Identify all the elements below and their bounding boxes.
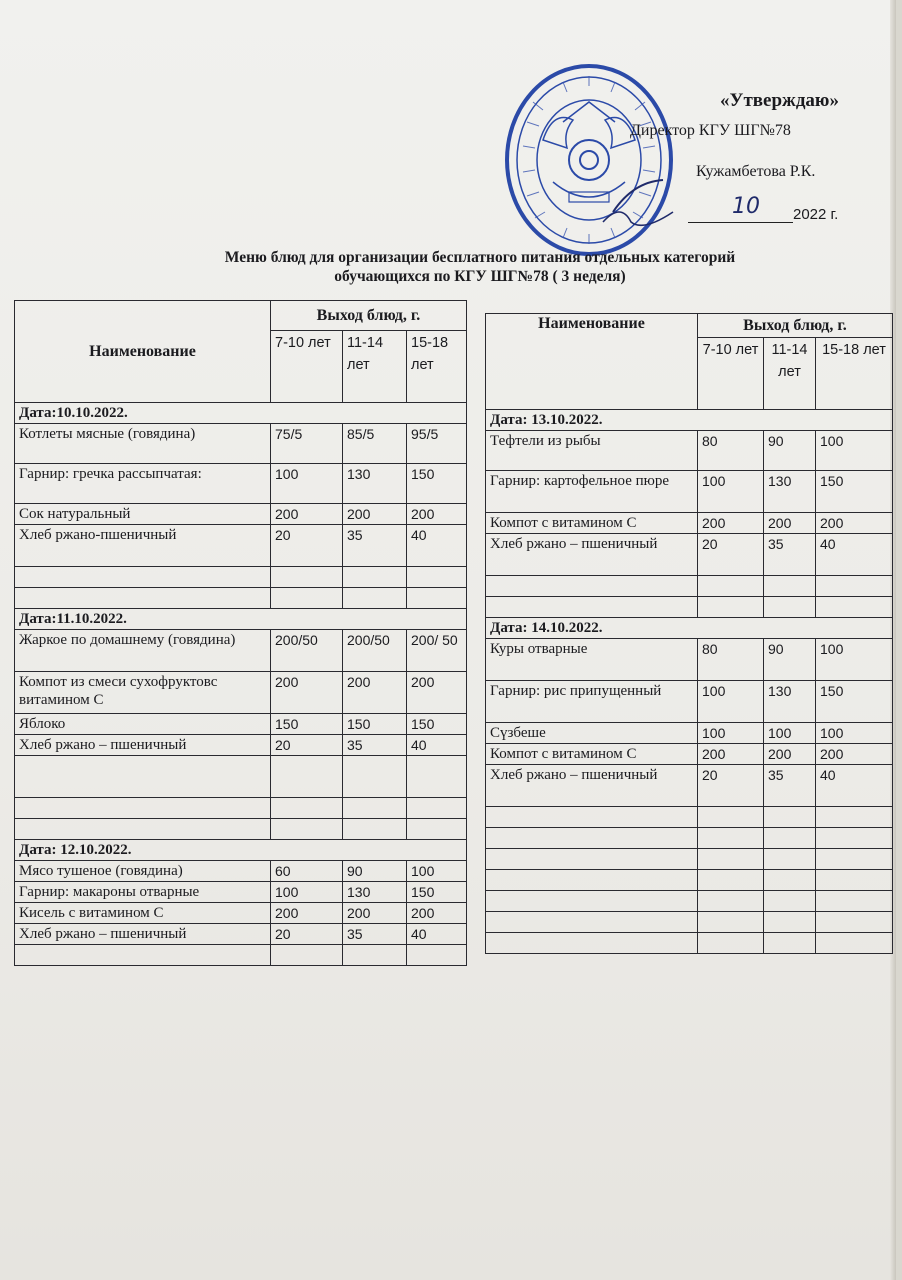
date-row: Дата:10.10.2022. bbox=[15, 403, 467, 424]
portion-15-18: 40 bbox=[816, 534, 893, 576]
header-age-15-18: 15-18 лет bbox=[407, 331, 467, 403]
empty-row bbox=[486, 870, 893, 891]
title-line-2: обучающихся по КГУ ШГ№78 ( 3 неделя) bbox=[334, 268, 626, 285]
portion-15-18: 40 bbox=[407, 525, 467, 567]
portion-15-18: 200 bbox=[407, 903, 467, 924]
header-name: Наименование bbox=[15, 301, 271, 403]
empty-row bbox=[486, 891, 893, 912]
date-row: Дата:11.10.2022. bbox=[15, 609, 467, 630]
header-name: Наименование bbox=[486, 314, 698, 410]
portion-11-14: 130 bbox=[764, 681, 816, 723]
table-row bbox=[15, 903, 467, 924]
portion-15-18: 100 bbox=[816, 723, 893, 744]
portion-11-14: 35 bbox=[764, 765, 816, 807]
dish-name: Тефтели из рыбы bbox=[486, 431, 698, 471]
table-row bbox=[15, 630, 467, 672]
portion-7-10: 200 bbox=[271, 903, 343, 924]
approval-director: Директор КГУ ШГ№78 bbox=[630, 122, 791, 139]
table-row bbox=[486, 513, 893, 534]
portion-15-18: 100 bbox=[407, 861, 467, 882]
header-age-11-14: 11-14 лет bbox=[764, 338, 816, 410]
empty-row bbox=[15, 756, 467, 798]
dish-name: Гарнир: макароны отварные bbox=[15, 882, 271, 903]
header-output: Выход блюд, г. bbox=[698, 314, 893, 338]
portion-11-14: 200 bbox=[343, 504, 407, 525]
empty-row bbox=[486, 933, 893, 954]
table-row bbox=[15, 882, 467, 903]
portion-7-10: 100 bbox=[698, 471, 764, 513]
title-line-1: Меню блюд для организации бесплатного питания отдельных категорий bbox=[224, 249, 736, 266]
dish-name: Компот с витамином С bbox=[486, 513, 698, 534]
portion-11-14: 35 bbox=[343, 924, 407, 945]
portion-7-10: 100 bbox=[698, 723, 764, 744]
table-row bbox=[486, 471, 893, 513]
empty-row bbox=[15, 588, 467, 609]
portion-11-14: 85/5 bbox=[343, 424, 407, 464]
table-row bbox=[15, 861, 467, 882]
portion-7-10: 80 bbox=[698, 639, 764, 681]
empty-row bbox=[15, 819, 467, 840]
portion-15-18: 200 bbox=[816, 513, 893, 534]
dish-name: Гарнир: картофельное пюре bbox=[486, 471, 698, 513]
dish-name: Хлеб ржано – пшеничный bbox=[486, 534, 698, 576]
portion-15-18: 200 bbox=[816, 744, 893, 765]
table-row bbox=[15, 525, 467, 567]
dish-name: Яблоко bbox=[15, 714, 271, 735]
portion-7-10: 150 bbox=[271, 714, 343, 735]
header-age-11-14: 11-14 лет bbox=[343, 331, 407, 403]
portion-15-18: 200 bbox=[407, 504, 467, 525]
header-age-7-10: 7-10 лет bbox=[698, 338, 764, 410]
portion-15-18: 100 bbox=[816, 431, 893, 471]
table-row bbox=[486, 723, 893, 744]
page-title bbox=[120, 248, 840, 286]
header-output: Выход блюд, г. bbox=[271, 301, 467, 331]
approval-day-handwritten: 10 bbox=[732, 194, 760, 219]
portion-15-18: 100 bbox=[816, 639, 893, 681]
dish-name: Компот из смеси сухофруктовс витамином С bbox=[15, 672, 271, 714]
portion-7-10: 200 bbox=[698, 744, 764, 765]
table-row bbox=[15, 924, 467, 945]
portion-15-18: 150 bbox=[407, 464, 467, 504]
portion-11-14: 130 bbox=[764, 471, 816, 513]
dish-name: Котлеты мясные (говядина) bbox=[15, 424, 271, 464]
date-row: Дата: 13.10.2022. bbox=[486, 410, 893, 431]
table-row bbox=[486, 681, 893, 723]
table-row bbox=[15, 464, 467, 504]
table-row bbox=[486, 431, 893, 471]
dish-name: Жаркое по домашнему (говядина) bbox=[15, 630, 271, 672]
empty-row bbox=[486, 807, 893, 828]
portion-7-10: 20 bbox=[271, 525, 343, 567]
empty-row bbox=[486, 576, 893, 597]
dish-name: Хлеб ржано – пшеничный bbox=[15, 924, 271, 945]
dish-name: Хлеб ржано – пшеничный bbox=[486, 765, 698, 807]
header-age-15-18: 15-18 лет bbox=[816, 338, 893, 410]
portion-15-18: 40 bbox=[816, 765, 893, 807]
portion-11-14: 90 bbox=[343, 861, 407, 882]
portion-7-10: 75/5 bbox=[271, 424, 343, 464]
portion-7-10: 20 bbox=[271, 735, 343, 756]
portion-15-18: 150 bbox=[816, 681, 893, 723]
header-age-7-10: 7-10 лет bbox=[271, 331, 343, 403]
dish-name: Гарнир: гречка рассыпчатая: bbox=[15, 464, 271, 504]
portion-11-14: 90 bbox=[764, 431, 816, 471]
dish-name: Гарнир: рис припущенный bbox=[486, 681, 698, 723]
portion-11-14: 35 bbox=[343, 525, 407, 567]
official-seal bbox=[503, 62, 675, 258]
date-row: Дата: 14.10.2022. bbox=[486, 618, 893, 639]
portion-7-10: 20 bbox=[698, 765, 764, 807]
dish-name: Мясо тушеное (говядина) bbox=[15, 861, 271, 882]
portion-11-14: 200 bbox=[343, 903, 407, 924]
approval-title: «Утверждаю» bbox=[720, 90, 839, 111]
empty-row bbox=[486, 597, 893, 618]
table-row bbox=[486, 639, 893, 681]
empty-row bbox=[15, 567, 467, 588]
portion-11-14: 35 bbox=[343, 735, 407, 756]
table-row bbox=[486, 534, 893, 576]
portion-7-10: 200/50 bbox=[271, 630, 343, 672]
portion-11-14: 200 bbox=[764, 744, 816, 765]
date-row: Дата: 12.10.2022. bbox=[15, 840, 467, 861]
portion-11-14: 200 bbox=[764, 513, 816, 534]
approval-year: 2022 г. bbox=[793, 206, 839, 223]
dish-name: Хлеб ржано-пшеничный bbox=[15, 525, 271, 567]
portion-15-18: 95/5 bbox=[407, 424, 467, 464]
table-row bbox=[486, 765, 893, 807]
portion-15-18: 200 bbox=[407, 672, 467, 714]
portion-15-18: 200/ 50 bbox=[407, 630, 467, 672]
portion-7-10: 200 bbox=[271, 672, 343, 714]
portion-7-10: 20 bbox=[271, 924, 343, 945]
dish-name: Хлеб ржано – пшеничный bbox=[15, 735, 271, 756]
table-row bbox=[486, 744, 893, 765]
portion-11-14: 200/50 bbox=[343, 630, 407, 672]
table-row bbox=[15, 735, 467, 756]
table-row bbox=[15, 424, 467, 464]
menu-table-right bbox=[485, 313, 893, 954]
empty-row bbox=[486, 912, 893, 933]
portion-11-14: 35 bbox=[764, 534, 816, 576]
portion-11-14: 130 bbox=[343, 464, 407, 504]
dish-name: Кисель с витамином С bbox=[15, 903, 271, 924]
table-row bbox=[15, 714, 467, 735]
portion-15-18: 40 bbox=[407, 924, 467, 945]
dish-name: Куры отварные bbox=[486, 639, 698, 681]
empty-row bbox=[15, 945, 467, 966]
portion-7-10: 100 bbox=[271, 464, 343, 504]
portion-11-14: 150 bbox=[343, 714, 407, 735]
portion-7-10: 100 bbox=[698, 681, 764, 723]
portion-15-18: 150 bbox=[407, 714, 467, 735]
portion-11-14: 100 bbox=[764, 723, 816, 744]
empty-row bbox=[486, 849, 893, 870]
menu-table-left bbox=[14, 300, 467, 966]
portion-7-10: 100 bbox=[271, 882, 343, 903]
table-row bbox=[15, 672, 467, 714]
portion-11-14: 200 bbox=[343, 672, 407, 714]
portion-11-14: 130 bbox=[343, 882, 407, 903]
dish-name: Сүзбеше bbox=[486, 723, 698, 744]
portion-7-10: 80 bbox=[698, 431, 764, 471]
portion-7-10: 200 bbox=[271, 504, 343, 525]
empty-row bbox=[486, 828, 893, 849]
approval-person: Кужамбетова Р.К. bbox=[696, 163, 816, 180]
portion-15-18: 40 bbox=[407, 735, 467, 756]
portion-7-10: 200 bbox=[698, 513, 764, 534]
dish-name: Компот с витамином С bbox=[486, 744, 698, 765]
portion-7-10: 20 bbox=[698, 534, 764, 576]
portion-11-14: 90 bbox=[764, 639, 816, 681]
portion-15-18: 150 bbox=[407, 882, 467, 903]
table-row bbox=[15, 504, 467, 525]
empty-row bbox=[15, 798, 467, 819]
portion-7-10: 60 bbox=[271, 861, 343, 882]
portion-15-18: 150 bbox=[816, 471, 893, 513]
dish-name: Сок натуральный bbox=[15, 504, 271, 525]
